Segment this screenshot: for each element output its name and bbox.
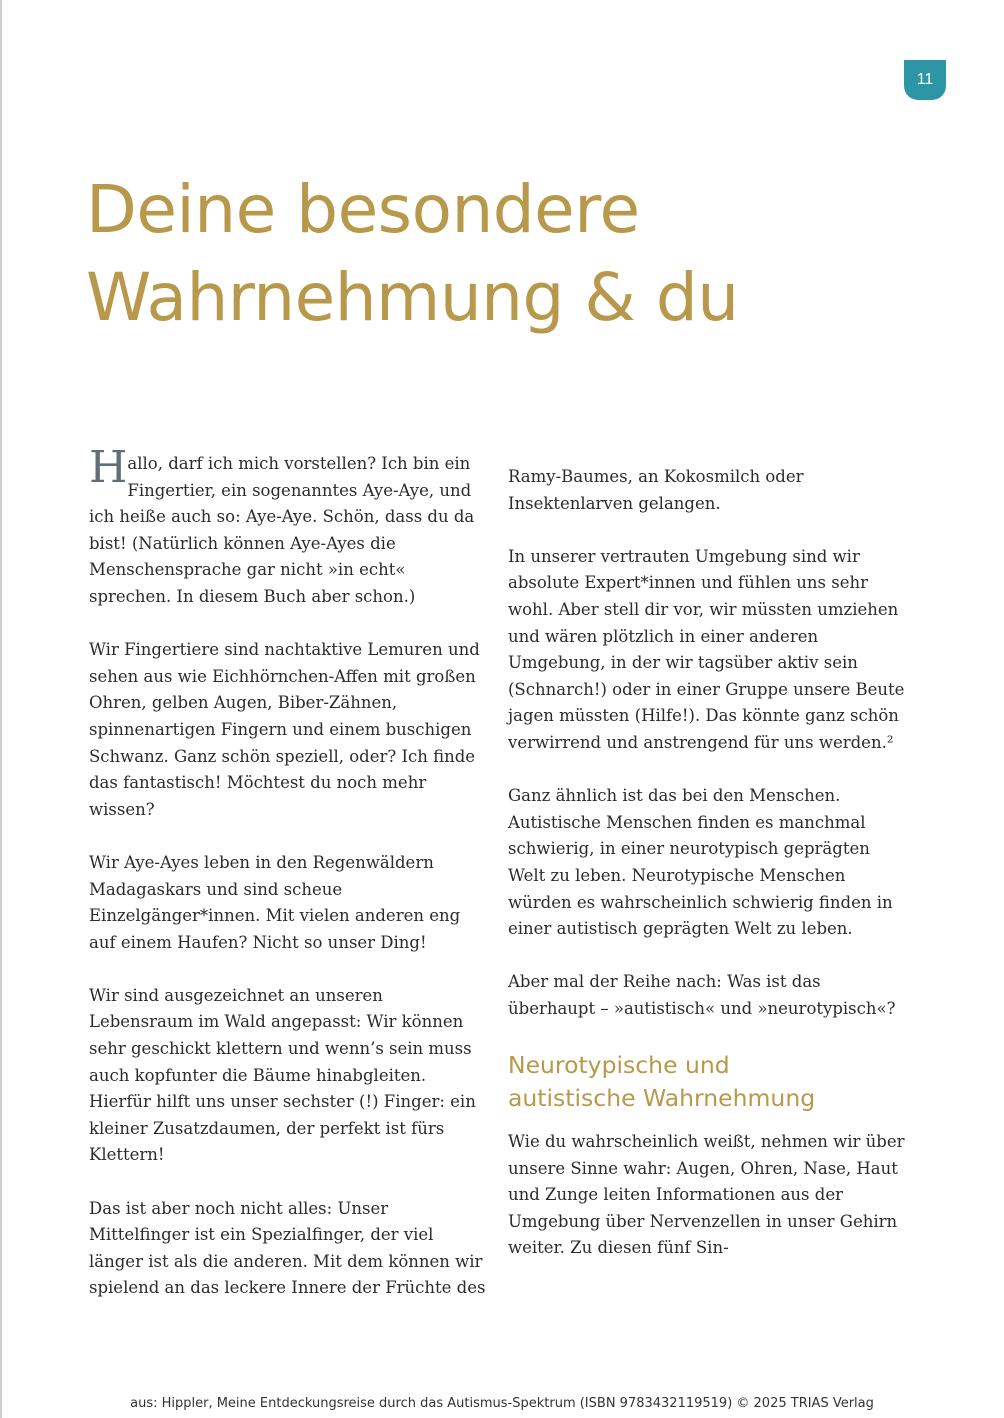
page-number: 11 — [916, 71, 934, 88]
left-column — [89, 442, 489, 1329]
copyright-footer: aus: Hippler, Meine Entdeckungsreise durch das Autismus-Spektrum (ISBN 9783432119519) © 2025 TRIAS Verlag — [130, 1396, 874, 1411]
paragraph: Ramy-Baumes, an Kokosmilch oder Insektenlarven gelangen. — [508, 467, 804, 513]
paragraph-text: allo, darf ich mich vorstellen? Ich bin ein Fingertier, ein sogenanntes Aye-Aye, und ich heiße auch so: Aye-Aye. Schön, dass du da bist! (Natürlich können Aye-Ayes die Menschensprache gar nicht »in echt« sprechen. In diesem Buch aber schon.) — [89, 454, 475, 606]
paragraph: In unserer vertrauten Umgebung sind wir absolute Expert*innen und fühlen uns sehr wohl. Aber stell dir vor, wir müssten umziehen und wären plötzlich in einer anderen Umgebung, in der wir tagsüber aktiv sein (Schnarch!) oder in einer Gruppe unsere Beute jagen müssten (Hilfe!). Das könnte ganz schön verwirrend und anstrengend für uns werden.² — [508, 546, 905, 752]
section-heading-line-1: Neurotypische und — [508, 1051, 730, 1080]
paragraph: Wie du wahrscheinlich weißt, nehmen wir über unsere Sinne wahr: Augen, Ohren, Nase, Haut und Zunge leiten Informationen aus der Umgebung über Nervenzellen in unser Gehirn weiter. Zu diesen fünf Sin- — [508, 1132, 905, 1258]
paragraph: Wir Fingertiere sind nachtaktive Lemuren und sehen aus wie Eichhörnchen-Affen mit großen Ohren, gelben Augen, Biber-Zähnen, spinnenartigen Fingern und einem buschigen Schwanz. Ganz schön speziell, oder? Ich finde das fantastisch! Möchtest du noch mehr wissen? — [89, 640, 480, 819]
paragraph: Wir Aye-Ayes leben in den Regenwäldern Madagaskars und sind scheue Einzelgänger*innen. Mit vielen anderen eng auf einem Haufen? Nicht so unser Ding! — [89, 852, 461, 952]
section-heading — [508, 1049, 908, 1115]
page-edge-line — [0, 0, 2, 1418]
paragraph: Ganz ähnlich ist das bei den Menschen. Autistische Menschen finden es manchmal schwierig, in einer neurotypisch geprägten Welt zu leben. Neurotypische Menschen würden es wahrscheinlich schwierig finden in einer autistisch geprägten Welt zu leben. — [508, 786, 893, 939]
paragraph — [89, 442, 489, 611]
drop-cap: H — [89, 442, 128, 493]
page-title — [86, 166, 739, 342]
section-heading-line-2: autistische Wahrnehmung — [508, 1084, 816, 1113]
page-number-badge — [904, 60, 946, 100]
paragraph: Wir sind ausgezeichnet an unseren Lebensraum im Wald angepasst: Wir können sehr geschickt klettern und wenn’s sein muss auch kopfunter die Bäume hinabgleiten. Hierfür hilft uns unser sechster (!) Finger: ein kleiner Zusatzdaumen, der perfekt ist fürs Klettern! — [89, 985, 476, 1165]
right-column — [508, 464, 908, 1289]
page-title-line-2: Wahrnehmung & du — [86, 259, 739, 336]
paragraph: Das ist aber noch nicht alles: Unser Mittelfinger ist ein Spezialfinger, der viel länger ist als die anderen. Mit dem können wir spielend an das leckere Innere der Früchte des — [89, 1198, 486, 1298]
page-title-line-1: Deine besondere — [86, 171, 640, 248]
paragraph: Aber mal der Reihe nach: Was ist das überhaupt – »autistisch« und »neurotypisch«? — [508, 972, 896, 1018]
